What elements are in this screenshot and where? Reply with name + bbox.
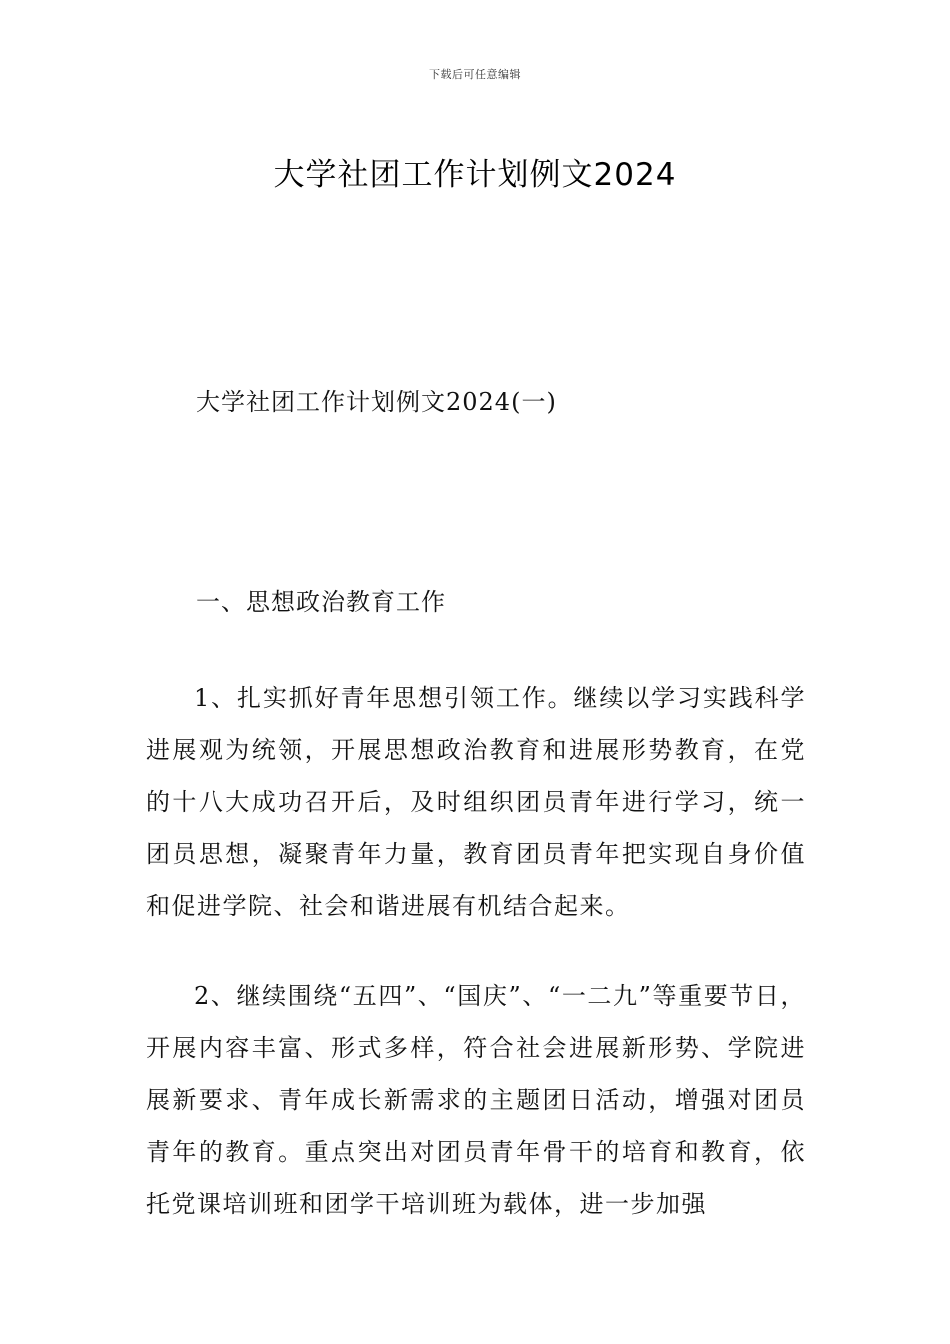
document-subtitle: 大学社团工作计划例文2024(一)	[196, 388, 557, 416]
paragraph-1: 1、扎实抓好青年思想引领工作。继续以学习实践科学进展观为统领，开展思想政治教育和进展形势教育，在党的十八大成功召开后，及时组织团员青年进行学习，统一团员思想，凝聚青年力量，教育团员青年把实现自身价值和促进学院、社会和谐进展有机结合起来。	[146, 684, 806, 920]
header-note: 下载后可任意编辑	[429, 68, 521, 81]
document-title: 大学社团工作计划例文2024	[273, 156, 677, 193]
paragraph-2: 2、继续围绕“五四”、“国庆”、“一二九”等重要节日，开展内容丰富、形式多样，符合社会进展新形势、学院进展新要求、青年成长新需求的主题团日活动，增强对团员青年的教育。重点突出对团员青年骨干的培育和教育，依托党课培训班和团学干培训班为载体，进一步加强	[146, 982, 806, 1218]
section-heading: 一、思想政治教育工作	[196, 588, 446, 616]
